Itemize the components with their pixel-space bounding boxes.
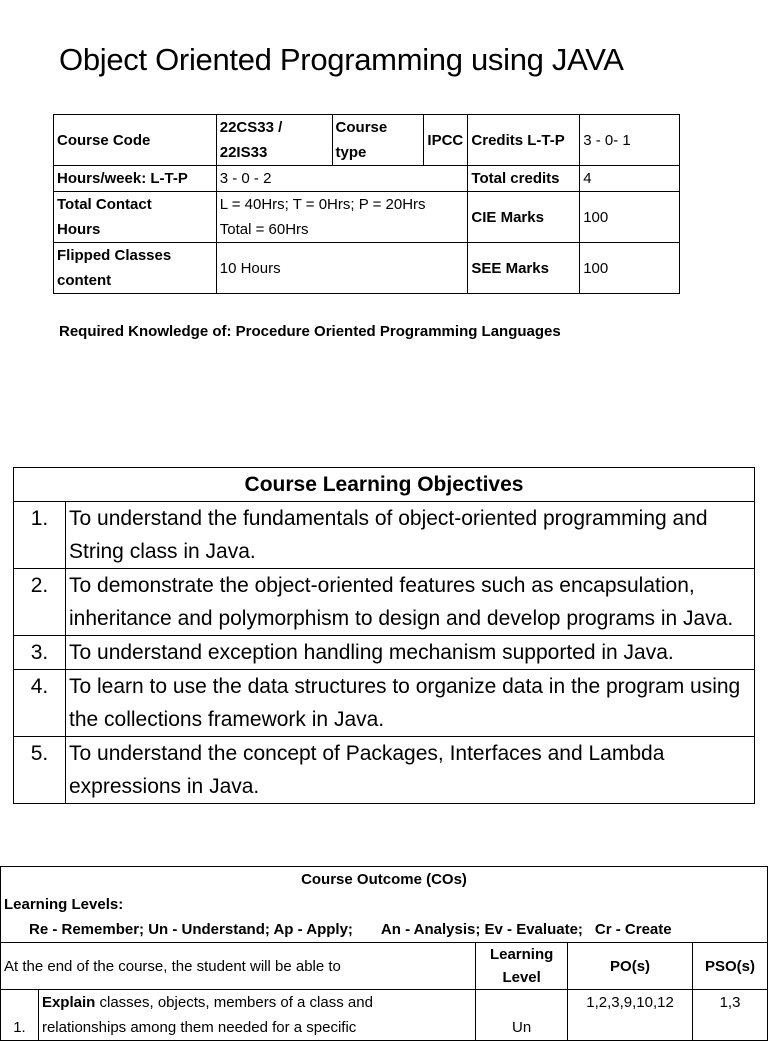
outcome-level: Un	[476, 990, 568, 1041]
course-code-label: Course Code	[54, 115, 217, 166]
objective-row	[14, 502, 755, 569]
hours-week-label: Hours/week: L-T-P	[54, 166, 217, 192]
objective-number: 3.	[14, 636, 66, 670]
credits-value: 3 - 0- 1	[580, 115, 680, 166]
cie-marks-value: 100	[580, 192, 680, 243]
course-outcome-heading: Course Outcome (COs)	[1, 867, 768, 893]
levels-cr: Cr - Create	[594, 921, 672, 938]
document-title: Object Oriented Programming using JAVA	[59, 42, 624, 77]
course-info-row	[54, 192, 680, 243]
course-outcome-row	[1, 990, 768, 1041]
course-type-value: IPCC	[424, 115, 468, 166]
objective-text: To understand the fundamentals of object-oriented programming and String class in Java.	[66, 502, 755, 569]
pso-header: PSO(s)	[693, 943, 768, 990]
objective-text: To learn to use the data structures to organize data in the program using the collections framework in Java.	[66, 670, 755, 737]
objective-number: 4.	[14, 670, 66, 737]
cie-marks-label: CIE Marks	[468, 192, 580, 243]
course-info-row	[54, 115, 680, 166]
total-contact-hours-value: L = 40Hrs; T = 0Hrs; P = 20Hrs Total = 60Hrs	[216, 192, 468, 243]
course-outcome-table	[0, 866, 768, 1041]
course-info-table	[53, 114, 680, 294]
flipped-classes-label: Flipped Classes content	[54, 243, 217, 294]
total-credits-value: 4	[580, 166, 680, 192]
learning-level-header: Learning Level	[476, 943, 568, 990]
course-type-label: Course type	[332, 115, 424, 166]
outcome-number: 1.	[1, 990, 39, 1041]
objective-number: 1.	[14, 502, 66, 569]
credits-label: Credits L-T-P	[468, 115, 580, 166]
objective-text: To understand exception handling mechanism supported in Java.	[66, 636, 755, 670]
required-knowledge: Required Knowledge of: Procedure Oriented Programming Languages	[59, 323, 561, 340]
objective-row	[14, 636, 755, 670]
outcome-pso: 1,3	[693, 990, 768, 1041]
objective-number: 2.	[14, 569, 66, 636]
objective-number: 5.	[14, 737, 66, 804]
outcome-text: Explain classes, objects, members of a class and relationships among them needed for a specific	[38, 990, 475, 1041]
levels-re-un-ap: Re - Remember; Un - Understand; Ap - Apply;	[29, 921, 353, 938]
see-marks-value: 100	[580, 243, 680, 294]
objective-row	[14, 670, 755, 737]
hours-week-value: 3 - 0 - 2	[216, 166, 468, 192]
po-header: PO(s)	[568, 943, 693, 990]
outcome-po: 1,2,3,9,10,12	[568, 990, 693, 1041]
levels-an-ev: An - Analysis; Ev - Evaluate;	[380, 921, 583, 938]
objective-text: To understand the concept of Packages, Interfaces and Lambda expressions in Java.	[66, 737, 755, 804]
total-credits-label: Total credits	[468, 166, 580, 192]
outcome-verb: Explain	[41, 994, 96, 1011]
course-code-value: 22CS33 / 22IS33	[216, 115, 332, 166]
course-learning-objectives-table	[13, 467, 755, 804]
objective-row	[14, 737, 755, 804]
flipped-classes-value: 10 Hours	[216, 243, 468, 294]
outcome-intro: At the end of the course, the student will be able to	[1, 943, 476, 990]
course-info-row	[54, 243, 680, 294]
course-info-row	[54, 166, 680, 192]
course-outcome-header-row	[1, 943, 768, 990]
objective-text: To demonstrate the object-oriented features such as encapsulation, inheritance and polymorphism to design and develop programs in Java.	[66, 569, 755, 636]
learning-levels-legend	[1, 917, 768, 943]
objectives-heading: Course Learning Objectives	[14, 468, 755, 502]
objective-row	[14, 569, 755, 636]
total-contact-hours-label: Total Contact Hours	[54, 192, 217, 243]
learning-levels-label: Learning Levels:	[1, 892, 768, 917]
see-marks-label: SEE Marks	[468, 243, 580, 294]
